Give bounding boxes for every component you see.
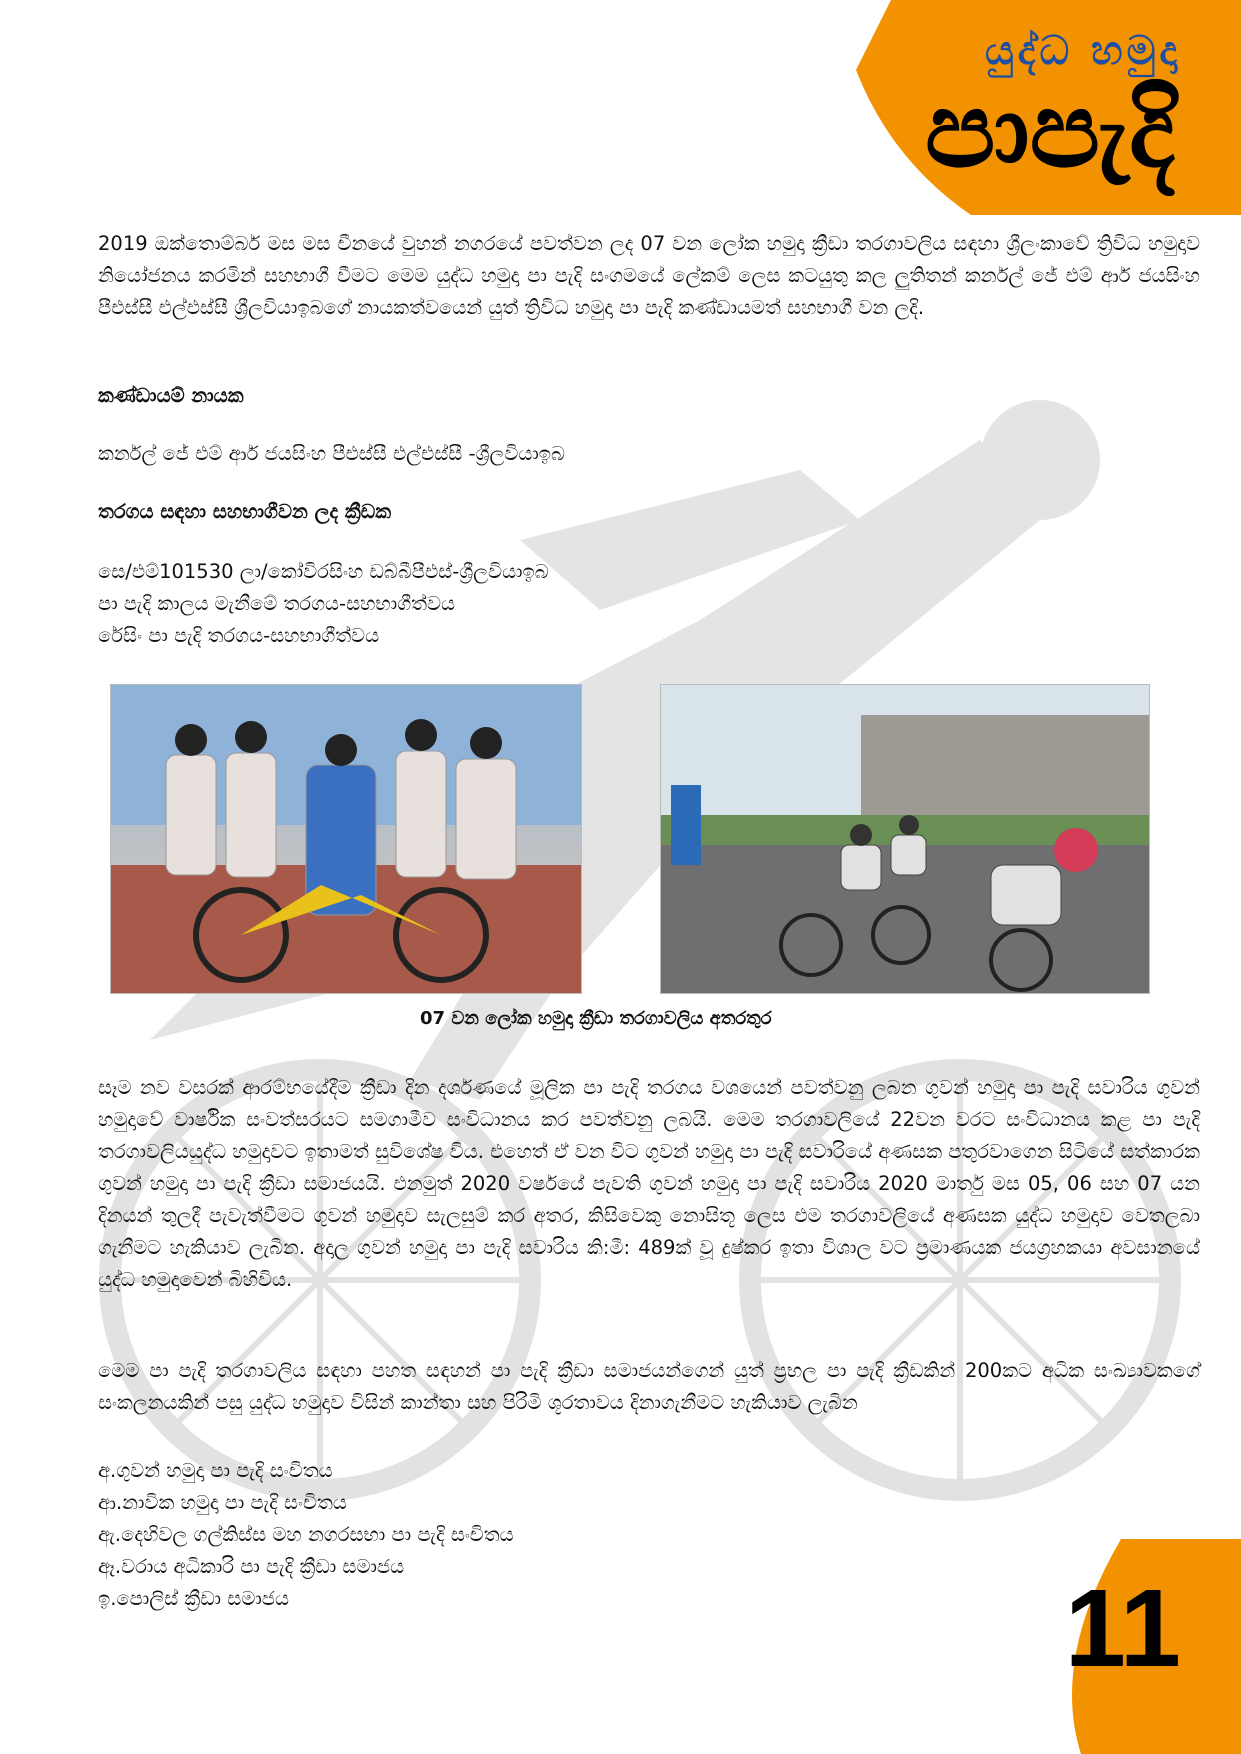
- intro-paragraph: 2019 ඔක්තොම්බර් මස මස චීනයේ වුහන් නගරයේ පවත්වන ලද 07 වන ලෝක හමුදා ක්‍රීඩා තරගාවලිය සඳහා ශ්‍රීලංකාවේ ත්‍රිවිධ හමුදාව නියෝජනය කරමින් සහභාගී වීමට මෙම යුද්ධ හමුදා පා පැදි සංගමයේ ලේකම් ලෙස කටයුතු කල ලුතිතන් කර්නල් ජේ එම් ආර් ජයසිංහ පීඑස්සී එල්එස්සී ශ්‍රීලවියාඉබගේ නායකත්වයෙන් යුත් ත්‍රිවිධ හමුදා පා පැදි කණ්ඩායමත් සහභාගී වන ලදි.: [98, 232, 1200, 319]
- race-photo-illustration: [661, 685, 1149, 993]
- end-paragraph: මෙම පා පැදි තරගාවලිය සඳහා පහත සඳහන් පා පැදි ක්‍රීඩා සමාජයන්ගෙන් යුත් ප්‍රභල පා පැදි ක්‍රීඩකින් 200කට අධික සංඛ්‍යාවකගේ සංකලනයකින් පසු යුද්ධ හමුදාව විසින් කාන්තා සහ පිරිමි ශූරතාවය දිනාගැනීමට හැකියාව ලැබින: [98, 1359, 1200, 1414]
- players-list: [98, 556, 549, 652]
- list-item: පා පැදි කාලය මැනීමේ තරගය-සහභාගීත්වය: [98, 592, 456, 615]
- race-photo: [660, 684, 1150, 994]
- team-photo-illustration: [111, 685, 581, 993]
- list-item: රේසිං පා පැදි තරගය-සහභාගීත්වය: [98, 624, 380, 647]
- list-item: ආ.නාවික හමුදා පා පැදි සංචිතය: [98, 1491, 347, 1514]
- list-item: අ.ගුවන් හමුදා පා පැදි සංචිතය: [98, 1459, 333, 1482]
- list-item: ඇ.දෙහිවල ගල්කිස්ස මහ නගරසභා පා පැදි සංචිතය: [98, 1523, 514, 1546]
- middle-paragraph: සෑම නව වසරක් ආරම්භයේදීම ක්‍රීඩා දින දර්ශණයේ මූලික පා පැදි තරගය වශයෙන් පවත්වනු ලබන ගුවන් හමුදා පා පැදි සවාරිය ගුවන් හමුදාවේ වාර්ෂික සංවත්සරයට සමගාමීව සංවිධානය කර පවත්වනු ලබයි. මෙම තරගාවලියේ 22වන වරට සංවිධානය කළ පා පැදි තරගාවලියයුද්ධ හමුදාවට ඉතාමත් සුවිශේෂ විය. එහෙත් ඒ වන විට ගුවන් හමුදා පා පැදි සවාරියේ අණසක පතුරවාගෙන සිටියේ සත්කාරක ගුවන් හමුදා පා පැදි ක්‍රීඩා සමාජයයි. එනමුත් 2020 වර්ෂයේ පැවති ගුවන් හමුදා පා පැදි සවාරිය 2020 මාර්තු මස 05, 06 සහ 07 යන දිනයන් තුලදී පැවැත්වීමට ගුවන් හමුදාව සැලසුම් කර අතර, කිසිවෙකු නොසිතූ ලෙස එම තරගාවලියේ අණසක යුද්ධ හමුදාව වෙතලබා ගැනීමට හැකියාව ලැබින. අදාල ගුවන් හමුදා පා පැදි සවාරිය කි:මී: 489ක් වූ දුෂ්කර ඉතා විශාල වට ප්‍රමාණයක ජයග්‍රහකයා අවසානයේ යුද්ධ හමුදාවෙන් බිහිවිය.: [98, 1076, 1200, 1291]
- team-leader-name: කර්නල් ජේ එම් ආර් ජයසිංහ පීඑස්සී එල්එස්සී -ශ්‍රීලවියාඉබ: [98, 442, 565, 465]
- list-item: සෙ/එම්101530 ලා/කෝවිරසිංහ ඩබ්බීපීඑස්-ශ්‍රීලවියාඉබ: [98, 560, 549, 583]
- team-leader-heading: කණ්ඩායම් නායක: [98, 384, 244, 407]
- list-item: ඉ.පොලිස් ක්‍රීඩා සමාජය: [98, 1587, 289, 1610]
- page-number: 11: [1064, 1567, 1181, 1690]
- team-photo: [110, 684, 582, 994]
- list-item: ඈ.වරාය අධිකාරි පා පැදි ක්‍රීඩා සමාජය: [98, 1555, 405, 1578]
- header-title: පාපැදි: [925, 69, 1176, 191]
- photo-caption: 07 වන ලෝක හමුදා ක්‍රීඩා තරගාවලිය අතරතුර: [420, 1008, 772, 1029]
- players-heading: තරගය සඳහා සහභාගීවන ලද ක්‍රීඩක: [98, 500, 392, 523]
- clubs-list: [98, 1455, 514, 1615]
- header-subtitle: යුද්ධ හමුදා: [985, 28, 1182, 74]
